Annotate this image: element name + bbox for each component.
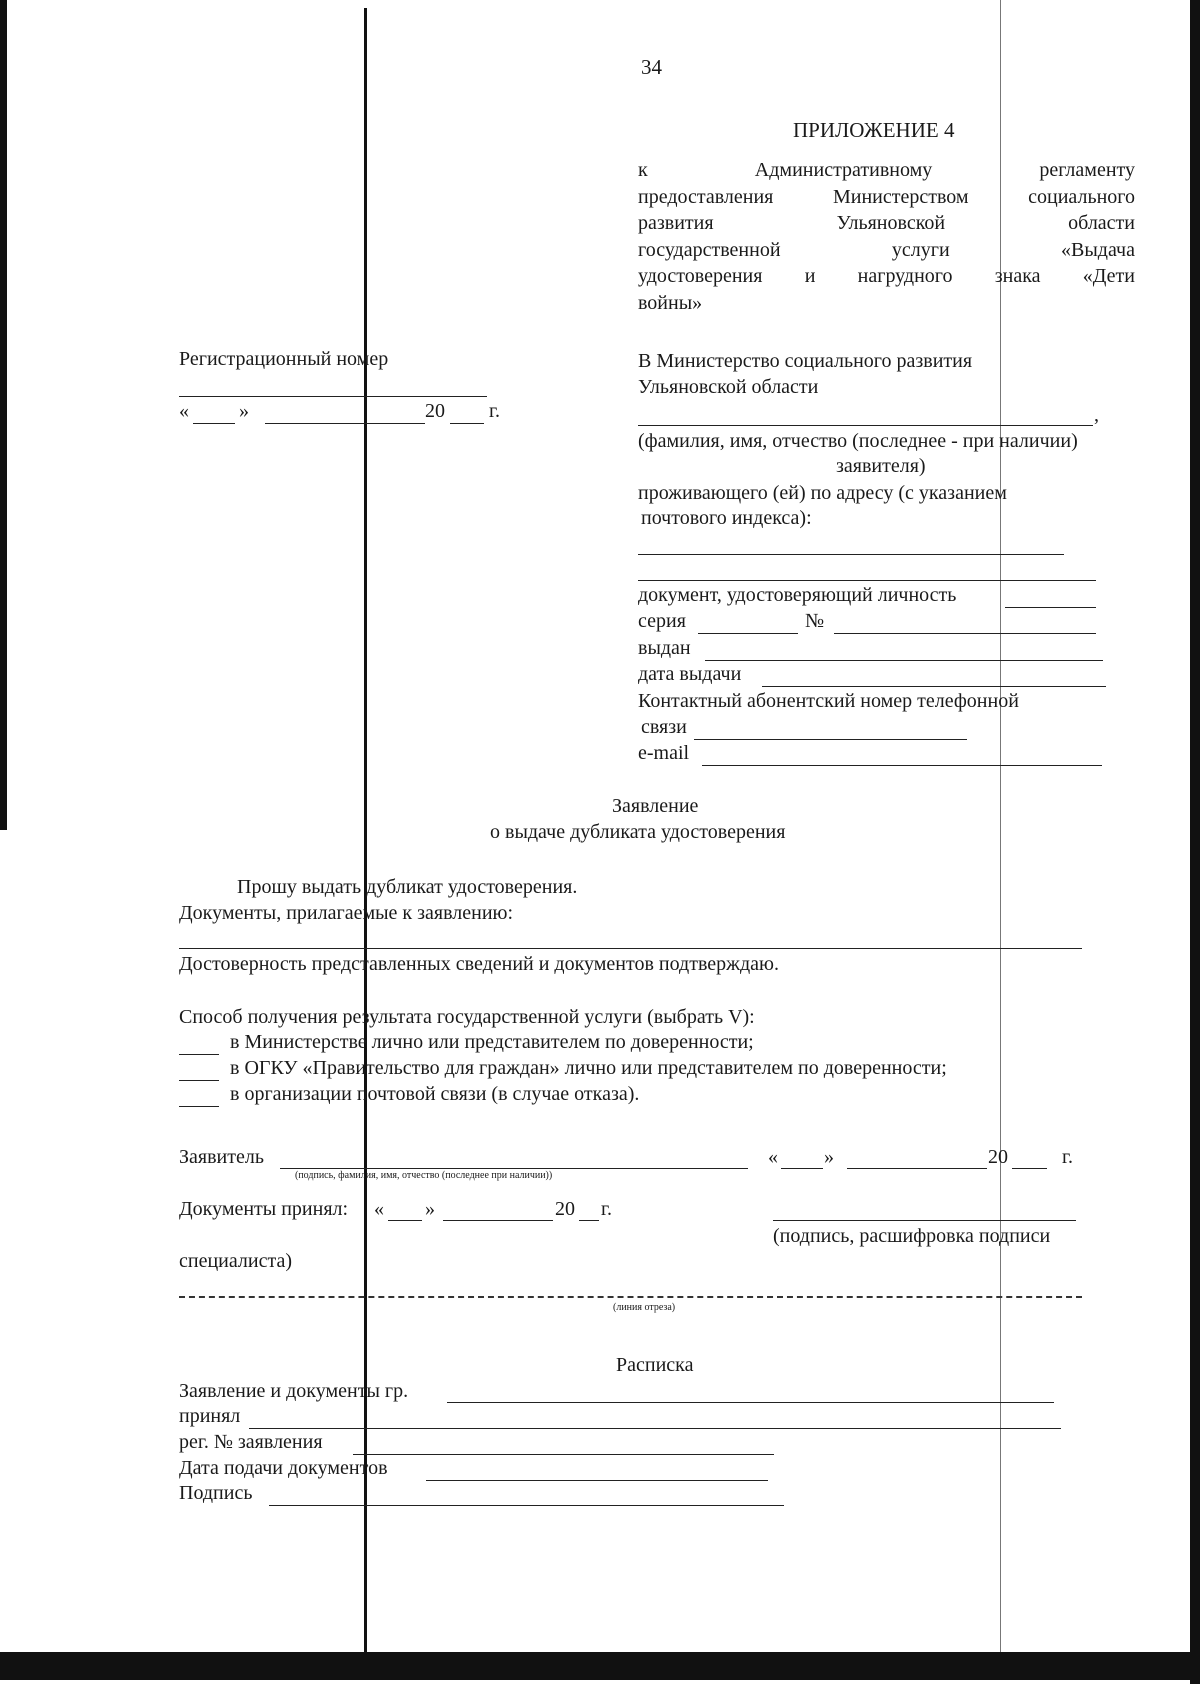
applicant-day-field[interactable] [781,1168,823,1169]
applicant-year: 20 [988,1146,1008,1168]
applicant-month-field[interactable] [847,1168,987,1169]
accepted-label: Документы принял: [179,1198,349,1220]
applicant-date-open: « [768,1146,778,1168]
phone-label-2: связи [641,716,687,738]
registration-year-field[interactable] [450,423,484,424]
statement-subtitle: о выдаче дубликата удостоверения [490,821,786,843]
option-checkbox[interactable] [179,1080,219,1081]
receipt-row-label: принял [179,1405,241,1427]
cut-line [179,1296,1082,1298]
accepted-date-close: » [425,1198,435,1220]
applicant-fio-field[interactable] [638,425,1093,426]
appendix-line: войны» [638,291,703,314]
registration-date-open: « [179,400,189,422]
receipt-row-label: Подпись [179,1482,253,1504]
confirm-text: Достоверность представленных сведений и документов подтверждаю. [179,953,779,975]
registration-year: 20 [425,400,445,422]
email-field[interactable] [702,765,1102,766]
option-label: в Министерстве лично или представителем по доверенности; [230,1031,754,1053]
address-label: проживающего (ей) по адресу (с указанием [638,482,1007,504]
series-field[interactable] [698,633,798,634]
issue-date-field[interactable] [762,686,1106,687]
applicant-signature-field[interactable] [280,1168,748,1169]
fio-caption: (фамилия, имя, отчество (последнее - при наличии) [638,430,1078,452]
registration-month-field[interactable] [265,423,425,424]
scan-left-edge [0,0,7,830]
specialist-caption: (подпись, расшифровка подписи [773,1225,1051,1247]
option-checkbox[interactable] [179,1106,219,1107]
fio-caption-2: заявителя) [836,455,926,477]
scan-bottom-edge [0,1652,1200,1680]
accepted-year-field[interactable] [579,1220,599,1221]
receipt-accepted-field[interactable] [249,1428,1061,1429]
fio-comma: , [1094,404,1099,426]
applicant-caption: (подпись, фамилия, имя, отчество (последнее при наличии)) [295,1170,553,1181]
receipt-row-label: Дата подачи документов [179,1457,388,1479]
attached-documents-field[interactable] [179,948,1082,949]
receipt-row-label: Заявление и документы гр. [179,1380,409,1402]
specialist-signature-field[interactable] [773,1220,1076,1221]
page-number: 34 [641,55,662,79]
issued-field[interactable] [705,660,1103,661]
appendix-line: предоставления Министерством социального [638,185,1135,208]
cut-line-caption: (линия отреза) [613,1302,676,1313]
series-label: серия [638,610,686,632]
appendix-line: развития Ульяновской области [638,212,1135,234]
applicant-year-field[interactable] [1012,1168,1047,1169]
receipt-row-label: рег. № заявления [179,1431,323,1453]
registration-year-suffix: г. [489,400,500,422]
attached-documents-label: Документы, прилагаемые к заявлению: [179,902,514,924]
accepted-year-suffix: г. [601,1198,612,1220]
statement-title: Заявление [612,795,699,817]
receipt-reg-number-field[interactable] [353,1454,774,1455]
registration-number-field[interactable] [179,396,487,397]
specialist-caption-2: специалиста) [179,1250,292,1272]
option-checkbox[interactable] [179,1054,219,1055]
appendix-line: государственной услуги «Выдача [638,238,1135,261]
id-document-label: документ, удостоверяющий личность [638,584,957,606]
appendix-line: удостоверения и нагрудного знака «Дети [638,265,1135,287]
id-document-field[interactable] [1005,607,1096,608]
receipt-title: Расписка [616,1354,694,1376]
appendix-caption [638,157,1135,316]
scan-fold-line [364,8,367,1660]
addressee-line-1: В Министерство социального развития [638,350,973,372]
address-field-2[interactable] [638,580,1096,581]
number-field[interactable] [834,633,1096,634]
accepted-month-field[interactable] [443,1220,553,1221]
appendix-title: ПРИЛОЖЕНИЕ 4 [793,118,955,142]
applicant-date-close: » [824,1146,834,1168]
scan-right-edge [1190,0,1200,1684]
option-label: в ОГКУ «Правительство для граждан» лично или представителем по доверенности; [230,1057,947,1079]
address-label-2: почтового индекса): [641,507,812,529]
request-text: Прошу выдать дубликат удостоверения. [237,876,578,898]
issue-date-label: дата выдачи [638,663,742,685]
accepted-date-open: « [374,1198,384,1220]
method-label: Способ получения результата государственной услуги (выбрать V): [179,1006,755,1028]
address-field-1[interactable] [638,554,1064,555]
appendix-line: к Административному регламенту [638,159,1135,181]
registration-label: Регистрационный номер [179,348,389,370]
applicant-year-suffix: г. [1062,1146,1073,1168]
email-label: e-mail [638,742,690,764]
issued-label: выдан [638,637,691,659]
applicant-label: Заявитель [179,1146,264,1168]
option-label: в организации почтовой связи (в случае отказа). [230,1083,640,1105]
receipt-submission-date-field[interactable] [426,1480,768,1481]
receipt-applicant-field[interactable] [447,1402,1054,1403]
accepted-year: 20 [555,1198,575,1220]
phone-label: Контактный абонентский номер телефонной [638,690,1019,712]
accepted-day-field[interactable] [388,1220,422,1221]
receipt-signature-field[interactable] [269,1505,784,1506]
number-label: № [805,610,825,632]
registration-date-close: » [239,400,249,422]
phone-field[interactable] [694,739,967,740]
addressee-line-2: Ульяновской области [638,376,819,398]
registration-day-field[interactable] [193,423,235,424]
